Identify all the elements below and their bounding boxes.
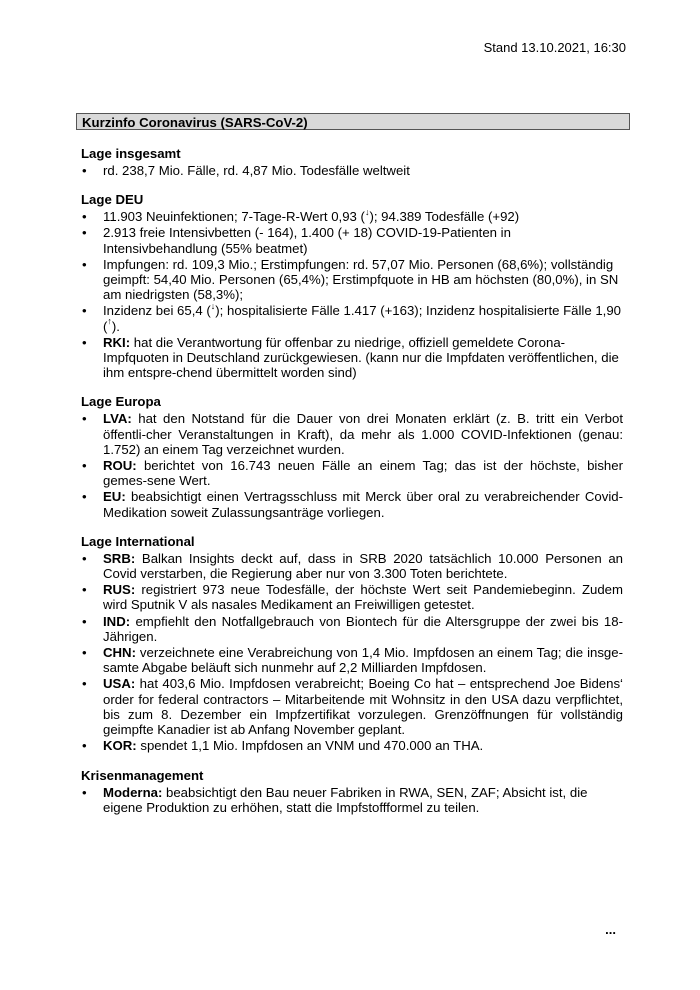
arrow-down-icon: ↓ (210, 301, 216, 312)
list-item: • LVA: hat den Notstand für die Dauer von drei Monaten erklärt (z. B. tritt ein Verbot öffentli-cher Veranstaltungen in Kraft), da mehr als 1.000 COVID-Infektionen (genau: 1.752) an einem Tag verzeichnet wurden. (82, 411, 623, 457)
section-lage-international (81, 534, 623, 754)
bullet-icon: • (82, 225, 87, 241)
document-date-stamp: Stand 13.10.2021, 16:30 (483, 40, 626, 55)
bullet-icon: • (82, 256, 87, 272)
list-item: • Impfungen: rd. 109,3 Mio.; Erstimpfungen: rd. 57,07 Mio. Personen (68,6%); vollständig geimpft: 54,40 Mio. Personen (65,4%); Erstimpfquote in HB am höchsten (80,0%), in SN am niedrigsten (58,3%); (82, 256, 619, 303)
bullet-icon: • (82, 676, 87, 692)
list-item: • Moderna: beabsichtigt den Bau neuer Fabriken in RWA, SEN, ZAF; Absicht ist, die eigene Produktion zu erhöhen, statt die Impfstoffformel zu teilen. (82, 784, 588, 815)
bullet-icon: • (82, 411, 87, 427)
document-body (81, 146, 623, 816)
continuation-ellipsis: ... (605, 922, 616, 937)
list-item: • 2.913 freie Intensivbetten (- 164), 1.400 (+ 18) COVID-19-Patienten in Intensivbehandlung (55% beatmet) (82, 225, 511, 256)
section-lage-deu (81, 192, 623, 380)
bullet-list (81, 206, 623, 381)
item-keyword: KOR: (103, 738, 137, 754)
list-item: • rd. 238,7 Mio. Fälle, rd. 4,87 Mio. Todesfälle weltweit (82, 163, 410, 178)
section-heading: Krisenmanagement (81, 767, 204, 783)
item-keyword: LVA: (103, 411, 132, 427)
list-item: • EU: beabsichtigt einen Vertragsschluss mit Merck über oral zu verabreichender Covid-Medikation soweit Zulassungsanträge vorliegen. (82, 489, 623, 520)
section-heading: Lage International (81, 533, 195, 549)
item-keyword: EU: (103, 489, 126, 505)
bullet-icon: • (82, 613, 87, 629)
list-item: • USA: hat 403,6 Mio. Impfdosen verabreicht; Boeing Co hat – entsprechend Joe Bidens‘ order for federal contractors – Mitarbeitende mit Wohnsitz in den USA dazu verpflichtet, bis zum 8. Dezember ein Impfzertifikat vorzulegen. Grenzöffnungen für vollständig geimpfte Kanadier ist ab Anfang November geplant. (82, 676, 623, 738)
bullet-list (81, 551, 623, 754)
bullet-icon: • (82, 489, 87, 505)
list-item: • CHN: verzeichnete eine Verabreichung von 1,4 Mio. Impfdosen an einem Tag; die insge-samte Abgabe beläuft sich nunmehr auf 2,2 Milliarden Impfdosen. (82, 645, 623, 676)
item-keyword: RKI: (103, 334, 131, 350)
bullet-icon: • (82, 209, 87, 225)
item-keyword: IND: (103, 613, 131, 629)
list-item: • KOR: spendet 1,1 Mio. Impfdosen an VNM und 470.000 an THA. (82, 738, 484, 754)
list-item: • ROU: berichtet von 16.743 neuen Fälle an einem Tag; das ist der höchste, bisher gemes-sene Wert. (82, 458, 623, 489)
bullet-icon: • (82, 334, 87, 350)
item-keyword: USA: (103, 676, 136, 692)
item-keyword: ROU: (103, 458, 137, 474)
item-keyword: Moderna: (103, 784, 163, 800)
section-krisenmanagement (81, 768, 623, 815)
section-heading: Lage Europa (81, 394, 161, 410)
list-item: • IND: empfiehlt den Notfallgebrauch von Biontech für die Altersgruppe der zwei bis 18-Jährigen. (82, 613, 623, 644)
section-heading: Lage insgesamt (81, 146, 181, 161)
list-item: • RUS: registriert 973 neue Todesfälle, der höchste Wert seit Pandemiebeginn. Zudem wird Sputnik V als nasales Medikament an Freiwilligen getestet. (82, 582, 623, 613)
item-keyword: RUS: (103, 582, 136, 598)
bullet-list (81, 163, 623, 178)
bullet-icon: • (82, 784, 87, 800)
section-lage-europa (81, 394, 623, 519)
list-item: • 11.903 Neuinfektionen; 7-Tage-R-Wert 0,93 (↓); 94.389 Todesfälle (+92) (82, 206, 520, 225)
arrow-down-icon: ↓ (364, 206, 370, 217)
bullet-list (81, 785, 623, 815)
arrow-up-icon: ↑ (107, 316, 112, 327)
bullet-icon: • (82, 163, 87, 178)
bullet-icon: • (82, 645, 87, 661)
bullet-icon: • (82, 303, 87, 319)
bullet-icon: • (82, 550, 87, 566)
bullet-icon: • (82, 458, 87, 474)
section-heading: Lage DEU (81, 192, 144, 208)
list-item: • RKI: hat die Verantwortung für offenbar zu niedrige, offiziell gemeldete Corona-Impfquoten in Deutschland zurückgewiesen. (kann nur die Impfdaten veröffentlichen, die ihm entspre-chend übermittelt worden sind) (82, 334, 619, 381)
item-keyword: SRB: (103, 550, 136, 566)
item-keyword: CHN: (103, 645, 136, 661)
bullet-icon: • (82, 738, 87, 754)
bullet-icon: • (82, 582, 87, 598)
document-title: Kurzinfo Coronavirus (SARS-CoV-2) (76, 113, 630, 130)
bullet-list (81, 411, 623, 519)
list-item: • Inzidenz bei 65,4 (↓); hospitalisierte Fälle 1.417 (+163); Inzidenz hospitalisierte Fälle 1,90 (↑). (82, 301, 622, 334)
list-item: • SRB: Balkan Insights deckt auf, dass in SRB 2020 tatsächlich 10.000 Personen an Covid verstarben, die Regierung aber nur von 3.300 Toten berichtete. (82, 550, 623, 582)
section-lage-insgesamt (81, 146, 623, 178)
